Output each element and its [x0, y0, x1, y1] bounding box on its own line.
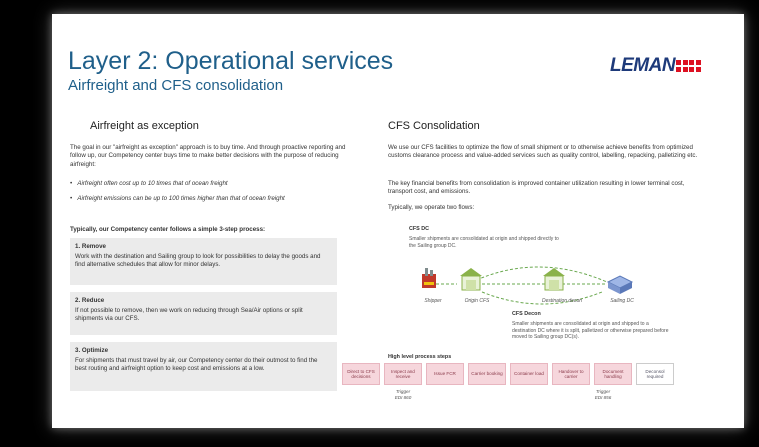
- flow-label-destination-decon: Destination decon: [541, 298, 583, 304]
- process-step: Container load: [510, 363, 548, 385]
- airfreight-intro: The goal in our "airfreight as exception" approach is to buy time. And through proactive reporting and follow up, our Competency center buys time to make better decisions with the purpose of reducing airfreight:: [70, 144, 346, 168]
- page-subtitle: Airfreight and CFS consolidation: [68, 77, 284, 94]
- cfs-para-1: We use our CFS facilities to optimize the flow of small shipment or to otherwise achieve benefits from optimized customs clearance process and value-added services such as quality control, labelling, repacking, palletizing etc.: [388, 144, 698, 160]
- cfs-para-3: Typically, we operate two flows:: [388, 204, 475, 211]
- page-title: Layer 2: Operational services: [68, 47, 394, 75]
- cfs-dc-title: CFS DC: [409, 226, 430, 232]
- trigger-text: Trigger: [395, 389, 411, 394]
- bullet-text: Airfreight often cost up to 10 times that of ocean freight: [77, 180, 228, 187]
- cfs-dc-text: Smaller shipments are consolidated at origin and shipped directly to the Sailing group DC.: [409, 236, 559, 249]
- danish-flag-icon: [689, 60, 701, 72]
- process-step: Document handling: [594, 363, 632, 385]
- process-heading: High level process steps: [388, 354, 452, 360]
- process-step: Handover to carrier: [552, 363, 590, 385]
- bullet-item: • Airfreight emissions can be up to 100 times higher than that of ocean freight: [70, 195, 285, 202]
- airfreight-heading: Airfreight as exception: [90, 120, 199, 132]
- slide: [52, 14, 744, 428]
- bullet-item: • Airfreight often cost up to 10 times that of ocean freight: [70, 180, 228, 187]
- step-box-text: If not possible to remove, then we work on reducing through Sea/Air options or split shipments via our CFS.: [75, 307, 303, 323]
- process-step: Deconsol required: [636, 363, 674, 385]
- step-box-title: 1. Remove: [75, 243, 106, 250]
- flow-diagram: [412, 252, 672, 320]
- flow-label-shipper: Shipper: [424, 298, 442, 304]
- flow-label-sailing-dc: Sailing DC: [610, 298, 634, 304]
- process-step: Issue FCR: [426, 363, 464, 385]
- trigger-text: Trigger: [595, 389, 611, 394]
- bullet-text: Airfreight emissions can be up to 100 times higher than that of ocean freight: [77, 195, 285, 202]
- step-box-title: 3. Optimize: [75, 347, 109, 354]
- step-box-remove: [70, 238, 337, 285]
- logo-text: LEMAN: [610, 55, 676, 76]
- flow-label-origin-cfs: Origin CFS: [464, 298, 490, 304]
- shipper-icon: [422, 268, 436, 288]
- leman-logo: [610, 55, 701, 77]
- cfs-heading: CFS Consolidation: [388, 120, 480, 132]
- warehouse-icon: [460, 268, 482, 290]
- step-box-optimize: [70, 342, 337, 391]
- cfs-decon-text: Smaller shipments are consolidated at origin and shipped to a destination DC where it is split, palletized or otherwise prepared before moved to Sailing group DC(s).: [512, 321, 669, 341]
- cfs-para-2: The key financial benefits from consolidation is improved container utilization resulting in lower terminal cost, transport cost, and emissions.: [388, 180, 685, 196]
- step-box-reduce: [70, 292, 337, 335]
- step-box-title: 2. Reduce: [75, 297, 105, 304]
- step-box-text: For shipments that must travel by air, our Competency center do their outmost to find the best routing and airfreight option to keep cost and emissions at a low.: [75, 357, 318, 373]
- process-steps: [342, 363, 674, 385]
- trigger-label: [584, 389, 622, 400]
- distribution-center-icon: [608, 276, 632, 294]
- warehouse-icon: [543, 268, 565, 290]
- danish-flag-icon: [676, 60, 688, 72]
- trigger-code: EDI 856: [594, 394, 612, 400]
- step-box-text: Work with the destination and Sailing group to look for possibilities to delay the goods and find alternative schedules that allow for minor delays.: [75, 253, 321, 269]
- process-step: Inspect and receive: [384, 363, 422, 385]
- process-step: Direct to CFS decisions: [342, 363, 380, 385]
- trigger-code: EDI 860: [394, 394, 412, 400]
- trigger-label: [384, 389, 422, 400]
- process-step: Carrier booking: [468, 363, 506, 385]
- steps-heading: Typically, our Competency center follows a simple 3-step process:: [70, 226, 266, 233]
- cfs-decon-title: CFS Decon: [512, 311, 541, 317]
